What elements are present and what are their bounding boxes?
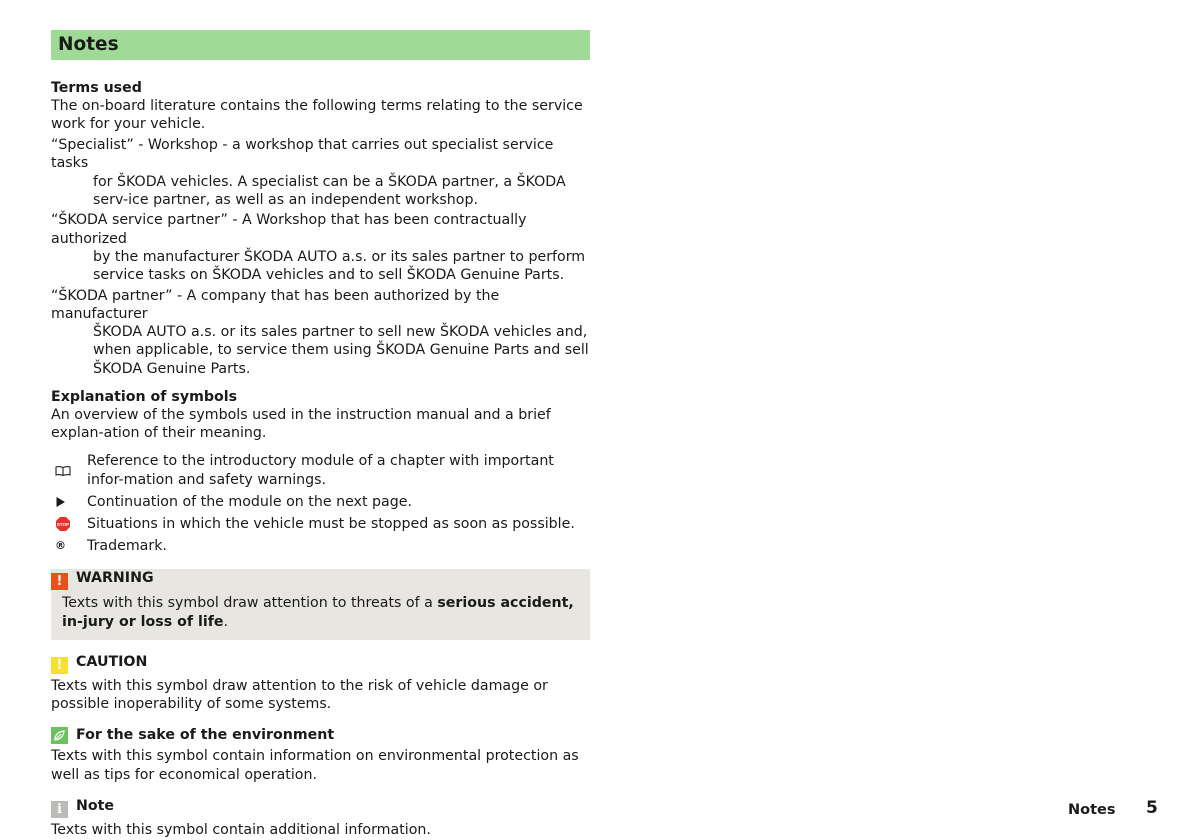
- page-number: 5: [1146, 798, 1158, 818]
- symbol-row: [51, 452, 590, 488]
- terms-intro: The on-board literature contains the following terms relating to the service work for your vehicle.: [51, 98, 583, 133]
- notes-column: [51, 30, 590, 839]
- symbol-description: Reference to the introductory module of a chapter with important infor-mation and safety warnings.: [87, 453, 554, 488]
- leaf-icon: [51, 727, 68, 744]
- term-item: [51, 287, 590, 378]
- caution-text: Texts with this symbol draw attention to the risk of vehicle damage or possible inoperability of some systems.: [51, 677, 548, 712]
- warning-icon: !: [51, 573, 68, 590]
- symbols-intro: An overview of the symbols used in the instruction manual and a brief explan-ation of their meaning.: [51, 406, 551, 442]
- registered-icon: [51, 537, 87, 555]
- book-icon: [51, 465, 87, 477]
- term-definition-start: “ŠKODA service partner” - A Workshop that has been contractually authorized: [51, 212, 527, 247]
- note-text: Texts with this symbol contain additional information.: [51, 821, 431, 838]
- warning-title: WARNING: [76, 570, 154, 587]
- warning-text-start: Texts with this symbol draw attention to threats of a: [62, 595, 438, 612]
- triangle-right-icon: [51, 493, 87, 511]
- term-item: [51, 136, 590, 209]
- environment-header: [51, 726, 590, 744]
- term-definition-continued: by the manufacturer ŠKODA AUTO a.s. or its sales partner to perform service tasks on ŠKODA vehicles and to sell ŠKODA Genuine Parts.: [93, 248, 586, 284]
- caution-title: CAUTION: [76, 653, 148, 670]
- note-title: Note: [76, 797, 115, 814]
- symbol-description: Trademark.: [87, 538, 167, 555]
- warning-text-emphasis: serious accident, in-jury or loss of life: [62, 595, 574, 630]
- term-definition-continued: for ŠKODA vehicles. A specialist can be a ŠKODA partner, a ŠKODA serv-ice partner, as well as an independent workshop.: [93, 173, 566, 208]
- symbol-description: Situations in which the vehicle must be stopped as soon as possible.: [87, 515, 575, 532]
- warning-text: [62, 594, 578, 630]
- symbol-description: Continuation of the module on the next page.: [87, 493, 412, 510]
- warning-header: [51, 569, 578, 590]
- warning-box: [51, 569, 590, 639]
- note-header: [51, 797, 590, 818]
- footer-section-label: Notes: [1068, 802, 1116, 818]
- stop-sign-icon: [51, 515, 87, 533]
- stop-sign-label: STOP: [56, 522, 70, 528]
- caution-header: [51, 653, 590, 674]
- warning-text-end: .: [223, 613, 229, 630]
- symbol-row: [51, 537, 590, 555]
- info-icon: i: [51, 801, 68, 818]
- terms-list: [51, 136, 590, 378]
- symbol-row: [51, 493, 590, 511]
- symbol-row: [51, 515, 590, 533]
- environment-text: Texts with this symbol contain information on environmental protection as well as tips for economical operation.: [51, 748, 579, 783]
- term-definition-start: “ŠKODA partner” - A company that has been authorized by the manufacturer: [51, 287, 500, 322]
- terms-heading: Terms used: [51, 80, 142, 96]
- term-item: [51, 211, 590, 284]
- registered-symbol: ®: [55, 539, 66, 553]
- section-title: Notes: [51, 30, 590, 60]
- caution-icon: !: [51, 657, 68, 674]
- term-definition-continued: ŠKODA AUTO a.s. or its sales partner to sell new ŠKODA vehicles and, when applicable, to service them using ŠKODA Genuine Parts and sell ŠKODA Genuine Parts.: [93, 324, 589, 377]
- symbols-heading: Explanation of symbols: [51, 388, 238, 405]
- term-definition-start: “Specialist” - Workshop - a workshop that carries out specialist service tasks: [51, 137, 554, 172]
- environment-title: For the sake of the environment: [76, 727, 335, 744]
